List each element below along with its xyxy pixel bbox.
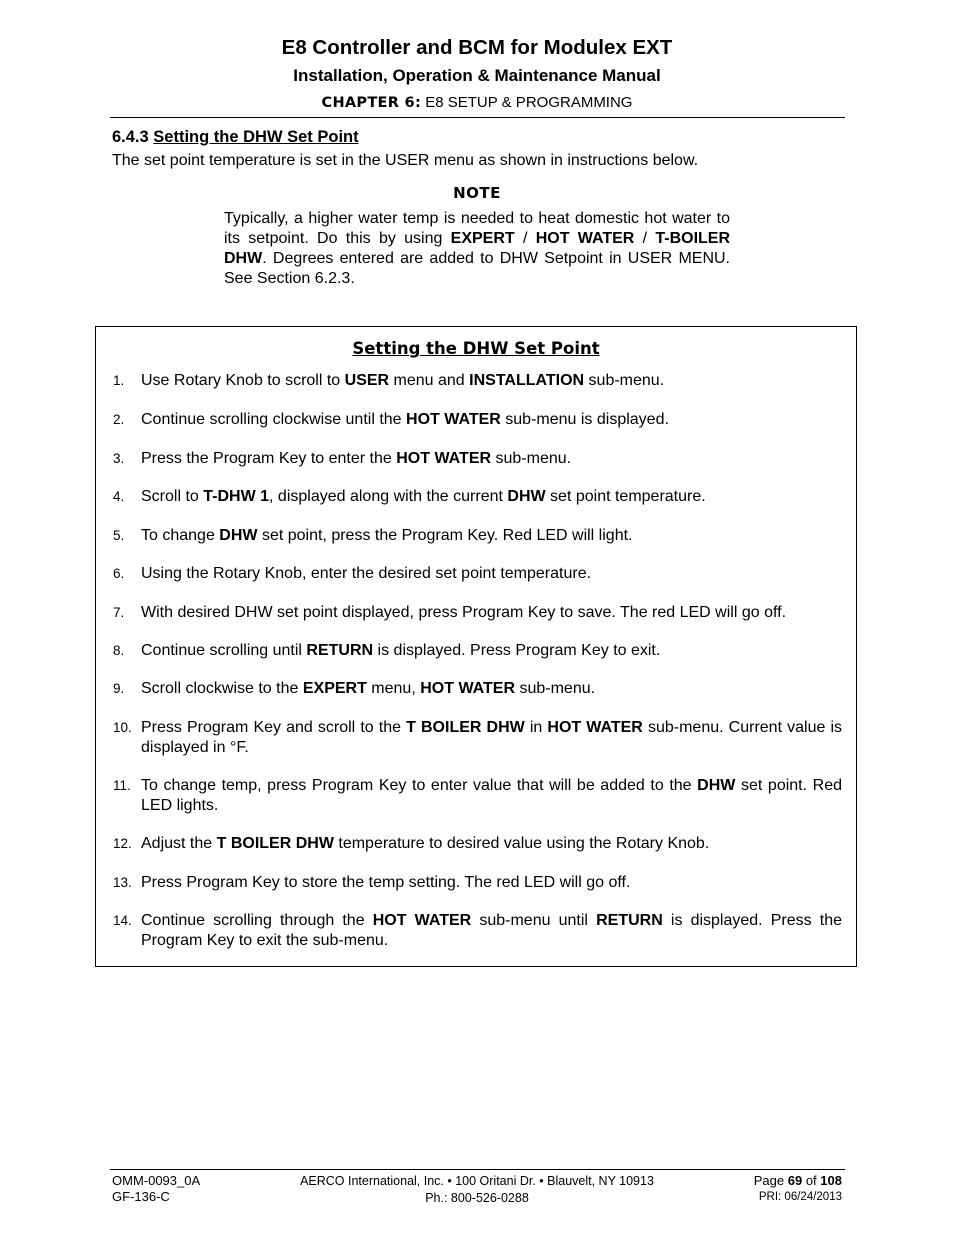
step-keyword: HOT WATER: [420, 680, 516, 697]
step-text-run: Press the Program Key to enter the: [141, 450, 397, 467]
document-subtitle: Installation, Operation & Maintenance Manual: [293, 66, 661, 85]
step-keyword: T BOILER DHW: [216, 835, 334, 852]
page-current: 69: [787, 1173, 803, 1188]
company-phone: Ph.: 800-526-0288: [425, 1191, 529, 1205]
company-address: AERCO International, Inc. • 100 Oritani Dr. • Blauvelt, NY 10913: [300, 1174, 654, 1188]
step-text: [141, 911, 842, 951]
step-text-run: sub-menu.: [491, 450, 572, 467]
note-text: Typically, a higher water temp is needed to heat domestic hot water to its setpoint. Do this by using: [224, 210, 730, 247]
step-text: [141, 641, 842, 661]
step-text-run: To change temp, press Program Key to enter value that will be added to the: [141, 777, 698, 794]
step-text-run: Continue scrolling until: [141, 642, 307, 659]
section-intro: The set point temperature is set in the USER menu as shown in instructions below.: [112, 152, 699, 169]
step-text-run: is displayed. Press Program Key to exit.: [373, 642, 661, 659]
step-keyword: USER: [344, 372, 390, 389]
step-text-run: set point temperature.: [545, 488, 706, 505]
step-text-run: Scroll to: [141, 488, 204, 505]
step-text: [141, 834, 842, 854]
instructions-title: Setting the DHW Set Point: [352, 339, 600, 358]
chapter-title: E8 SETUP & PROGRAMMING: [425, 94, 633, 111]
step-number: 11.: [113, 778, 131, 793]
step-text: [141, 873, 842, 893]
header-divider: [110, 117, 845, 118]
step-text-run: Press Program Key to store the temp setting. The red LED will go off.: [141, 874, 631, 891]
step-text-run: Using the Rotary Knob, enter the desired set point temperature.: [141, 565, 592, 582]
step-text: [141, 679, 842, 699]
step-text-run: sub-menu is displayed.: [500, 411, 669, 428]
step-keyword: RETURN: [306, 642, 374, 659]
step-text-run: With desired DHW set point displayed, press Program Key to save. The red LED will go off.: [141, 604, 787, 621]
note-text: /: [514, 230, 536, 247]
step-text: [141, 564, 842, 584]
step-text-run: Use Rotary Knob to scroll to: [141, 372, 345, 389]
step-keyword: DHW: [507, 488, 546, 505]
pri-date: PRI: 06/24/2013: [758, 1191, 842, 1203]
step-keyword: DHW: [697, 777, 736, 794]
page-of: of: [802, 1173, 821, 1188]
note-text: /: [634, 230, 656, 247]
step-text-run: in: [524, 719, 548, 736]
step-keyword: EXPERT: [302, 680, 367, 697]
chapter-label: CHAPTER 6:: [321, 95, 422, 111]
step-text-run: sub-menu.: [515, 680, 596, 697]
footer-divider: [110, 1169, 845, 1170]
step-text-run: sub-menu. Current value is displayed in °F.: [141, 719, 843, 756]
section-number: 6.4.3: [112, 128, 149, 146]
step-number: 5.: [113, 528, 125, 543]
step-text-run: set point. Red LED lights.: [141, 777, 843, 814]
step-text-run: , displayed along with the current: [269, 488, 508, 505]
step-number: 3.: [113, 451, 125, 466]
step-text-run: sub-menu.: [584, 372, 665, 389]
step-keyword: HOT WATER: [406, 411, 501, 428]
step-number: 2.: [113, 412, 125, 427]
note-bold: T-BOILER DHW: [224, 230, 731, 267]
step-text: [141, 410, 842, 430]
step-text-run: Adjust the: [141, 835, 217, 852]
chapter-header: [0, 94, 954, 111]
step-keyword: DHW: [219, 527, 258, 544]
step-keyword: T-DHW 1: [203, 488, 270, 505]
step-number: 8.: [113, 643, 125, 658]
instructions-box: [95, 326, 857, 967]
page-label: Page: [753, 1173, 788, 1188]
step-number: 6.: [113, 566, 125, 581]
step-text-run: sub-menu until: [471, 912, 597, 929]
step-number: 12.: [113, 836, 132, 851]
step-keyword: HOT WATER: [372, 912, 472, 929]
step-keyword: RETURN: [596, 912, 663, 929]
form-number: GF-136-C: [112, 1189, 170, 1204]
section-heading: [112, 128, 359, 147]
step-text-run: Scroll clockwise to the: [141, 680, 303, 697]
document-title: E8 Controller and BCM for Modulex EXT: [281, 36, 673, 59]
footer-right: [754, 1173, 842, 1205]
step-number: 14.: [113, 913, 132, 928]
step-text: [141, 487, 842, 507]
step-text-run: To change: [141, 527, 220, 544]
page-total: 108: [820, 1173, 842, 1188]
page-number: [754, 1173, 842, 1189]
section-title: Setting the DHW Set Point: [153, 128, 359, 146]
step-number: 10.: [113, 720, 132, 735]
step-number: 7.: [113, 605, 125, 620]
step-text: [141, 718, 842, 758]
step-text-run: set point, press the Program Key. Red LED will light.: [257, 527, 633, 544]
step-text: [141, 526, 842, 546]
note-body: [224, 209, 730, 289]
step-text: [141, 776, 842, 816]
step-keyword: T BOILER DHW: [406, 719, 525, 736]
note-bold: HOT WATER: [535, 230, 635, 247]
step-number: 4.: [113, 489, 125, 504]
step-text-run: Continue scrolling through the: [141, 912, 373, 929]
step-number: 1.: [113, 373, 125, 388]
step-text: [141, 371, 842, 391]
note-text: . Degrees entered are added to DHW Setpoint in USER MENU. See Section 6.2.3.: [224, 250, 730, 287]
step-text: [141, 449, 842, 469]
step-text-run: Continue scrolling clockwise until the: [141, 411, 407, 428]
step-number: 13.: [113, 875, 132, 890]
step-text-run: is displayed. Press the Program Key to exit the sub-menu.: [141, 912, 842, 949]
step-keyword: HOT WATER: [547, 719, 643, 736]
doc-number: OMM-0093_0A: [112, 1173, 201, 1188]
step-number: 9.: [113, 681, 125, 696]
step-text-run: menu,: [366, 680, 421, 697]
step-keyword: HOT WATER: [396, 450, 492, 467]
note-title: NOTE: [453, 184, 501, 202]
step-text-run: menu and: [389, 372, 470, 389]
step-text-run: Press Program Key and scroll to the: [141, 719, 407, 736]
note-bold: EXPERT: [450, 230, 515, 247]
step-text-run: temperature to desired value using the Rotary Knob.: [333, 835, 710, 852]
step-keyword: INSTALLATION: [469, 372, 585, 389]
step-text: [141, 603, 842, 623]
